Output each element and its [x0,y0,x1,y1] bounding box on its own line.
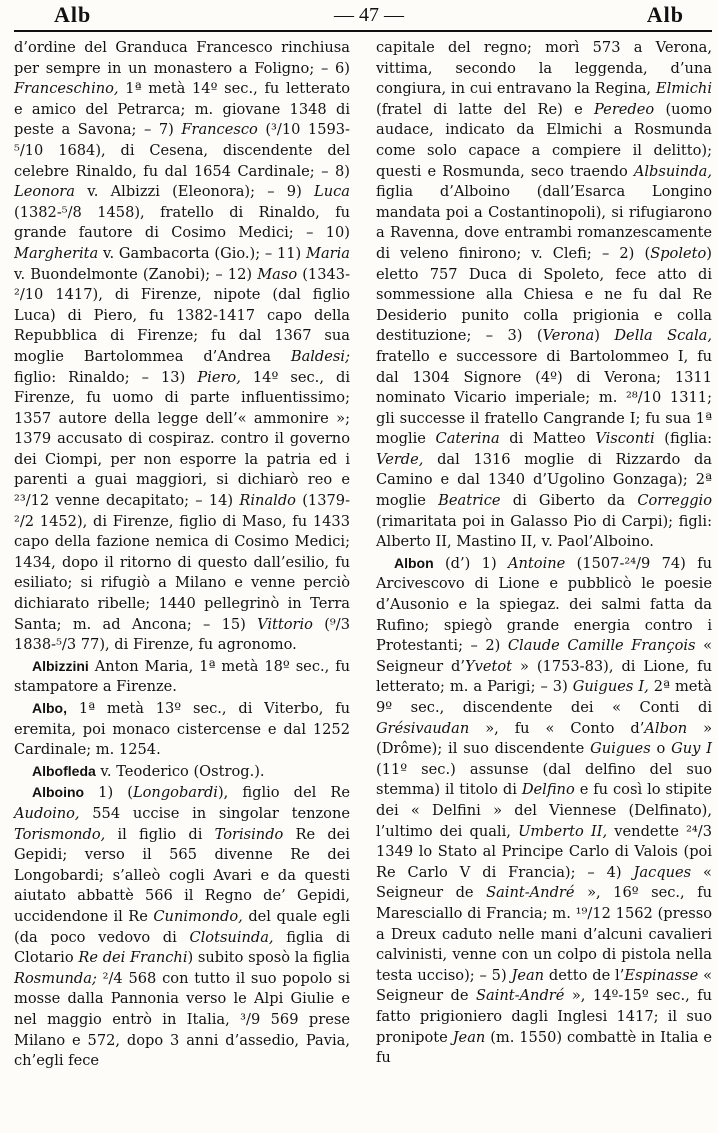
left-column [14,38,350,1072]
page-number: — 47 — [334,3,404,26]
right-column [376,38,712,1072]
header-right-guide-word: Alb [646,2,684,27]
header-rule [14,30,712,32]
dictionary-entry: Albon (d’) 1) Antoine (1507-²⁴/9 74) fu Arcivescovo di Lione e pubblicò le poesie d’Ausonio e la spiegaz. dei salmi fatta da Rufino; spiegò grande energia contro i Protestanti; – 2) Claude Camille François « Seigneur d’Yvetot » (1753-83), di Lione, fu letterato; m. a Parigi; – 3) Guigues I, 2ª metà 9º sec., discendente dei « Conti di Grésivaudan », fu « Conto d’Albon » (Drôme); il suo discendente Guigues o Guy I (11º sec.) assunse (dal delfino del suo stemma) il titolo di Delfino e fu così lo stipite dei « Delfini » del Viennese (Delfinato), l’ultimo dei quali, Umberto II, vendette ²⁴/3 1349 lo Stato al Principe Carlo di Valois (poi Re Carlo V di Francia); – 4) Jacques « Seigneur de Saint-André », 16º sec., fu Maresciallo di Francia; m. ¹⁹/12 1562 (presso a Dreux caduto nelle mani d’alcuni cavalieri calvinisti, venne con un colpo di pistola nella testa ucciso); – 5) Jean detto de l’Espinasse « Seigneur de Saint-André », 14º-15º sec., fu fatto prigioniero dagli Inglesi 1417; il suo pronipote Jean (m. 1550) combattè in Italia e fu [376,554,713,1067]
dictionary-entry: capitale del regno; morì 573 a Verona, vittima, secondo la leggenda, d’una congiura, in cui entravano la Regina, Elmichi (fratel di latte del Re) e Peredeo (uomo audace, indicato da Elmichi a Rosmunda come solo capace a compiere il delitto); questi e Rosmunda, seco traendo Albsuinda, figlia d’Alboino (dall’Esarca Longino mandata poi a Costantinopoli), si rifugiarono a Ravenna, dove entrambi romanzescamente di veleno finirono; v. Clefi; – 2) (Spoleto) eletto 757 Duca di Spoleto, fece atto di sommessione alla Chiesa e ne fu dal Re Desiderio punito colla prigionia e colla destituzione; – 3) (Verona) Della Scala, fratello e successore di Bartolommeo I, fu dal 1304 Signore (4º) di Verona; 1311 nominato Vicario imperiale; m. ²⁸/10 1311; gli successe il fratello Cangrande I; fu sua 1ª moglie Caterina di Matteo Visconti (figlia: Verde, dal 1316 moglie di Rizzardo da Camino e dal 1340 d’Ugolino Gonzaga); 2ª moglie Beatrice di Giberto da Correggio (rimaritata poi in Galasso Pio di Carpi); figli: Alberto II, Mastino II, v. Paol’Alboino. [376,39,713,551]
text-columns [14,38,712,1072]
dictionary-entry: Alboino 1) (Longobardi), figlio del Re Audoino, 554 uccise in singolar tenzone Torismondo, il figlio di Torisindo Re dei Gepidi; verso il 565 divenne Re dei Longobardi; s’alleò cogli Avari e da questi aiutato abbattè 566 il Regno de’ Gepidi, uccidendone il Re Cunimondo, del quale egli (da poco vedovo di Clotsuinda, figlia di Clotario Re dei Franchi) subito sposò la figlia Rosmunda; ²/4 568 con tutto il suo popolo si mosse dalla Pannonia verso le Alpi Giulie e nel maggio entrò in Italia, ³/9 569 prese Milano e 572, dopo 3 anni d’assedio, Pavia, ch’egli fece [14,784,351,1070]
dictionary-entry: Alboflеda v. Teoderico (Ostrog.). [32,762,265,780]
page-header [14,0,712,30]
dictionary-entry: Albizzini Anton Maria, 1ª metà 18º sec., fu stampatore a Firenze. [14,657,350,696]
header-left-guide-word: Alb [54,2,92,27]
dictionary-entry: Albo, 1ª metà 13º sec., di Viterbo, fu eremita, poi monaco cistercense e dal 1252 Cardinale; m. 1254. [14,700,350,759]
dictionary-entry: d’ordine del Granduca Francesco rinchiusa per sempre in un monastero a Foligno; – 6) Franceschino, 1ª metà 14º sec., fu letterato e amico del Petrarca; m. giovane 1348 di peste a Savona; – 7) Francesco (³/10 1593-⁵/10 1684), di Cesena, discendente del celebre Rinaldo, fu dal 1654 Cardinale; – 8) Leonora v. Albizzi (Eleonora); – 9) Luca (1382-⁵/8 1458), fratello di Rinaldo, fu grande fautore di Cosimo Medici; – 10) Margherita v. Gambacorta (Gio.); – 11) Maria v. Buondelmonte (Zanobi); – 12) Maso (1343-²/10 1417), di Firenze, nipote (dal figlio Luca) di Piero, fu 1382-1417 capo della Repubblica di Firenze; fu dal 1367 sua moglie Bartolommea d’Andrea Baldesi; figlio: Rinaldo; – 13) Piero, 14º sec., di Firenze, fu uomo di parte influentissimo; 1357 autore della legge dell’« ammonire »; 1379 accusato di cospiraz. contro il governo dei Ciompi, per non esporre la patria ed i parenti a guai maggiori, si dichiarò reo e ²³/12 venne decapitato; – 14) Rinaldo (1379-²/2 1452), di Firenze, figlio di Maso, fu 1433 capo della fazione nemica di Cosimo Medici; 1434, dopo il ritorno di questo dall’esilio, fu esiliato; si rifugiò a Milano e venne perciò dichiarato ribelle; 1440 pellegrinò in Terra Santa; m. ad Ancona; – 15) Vittorio (⁹/3 1838-⁵/3 77), di Firenze, fu agronomo. [14,39,351,654]
